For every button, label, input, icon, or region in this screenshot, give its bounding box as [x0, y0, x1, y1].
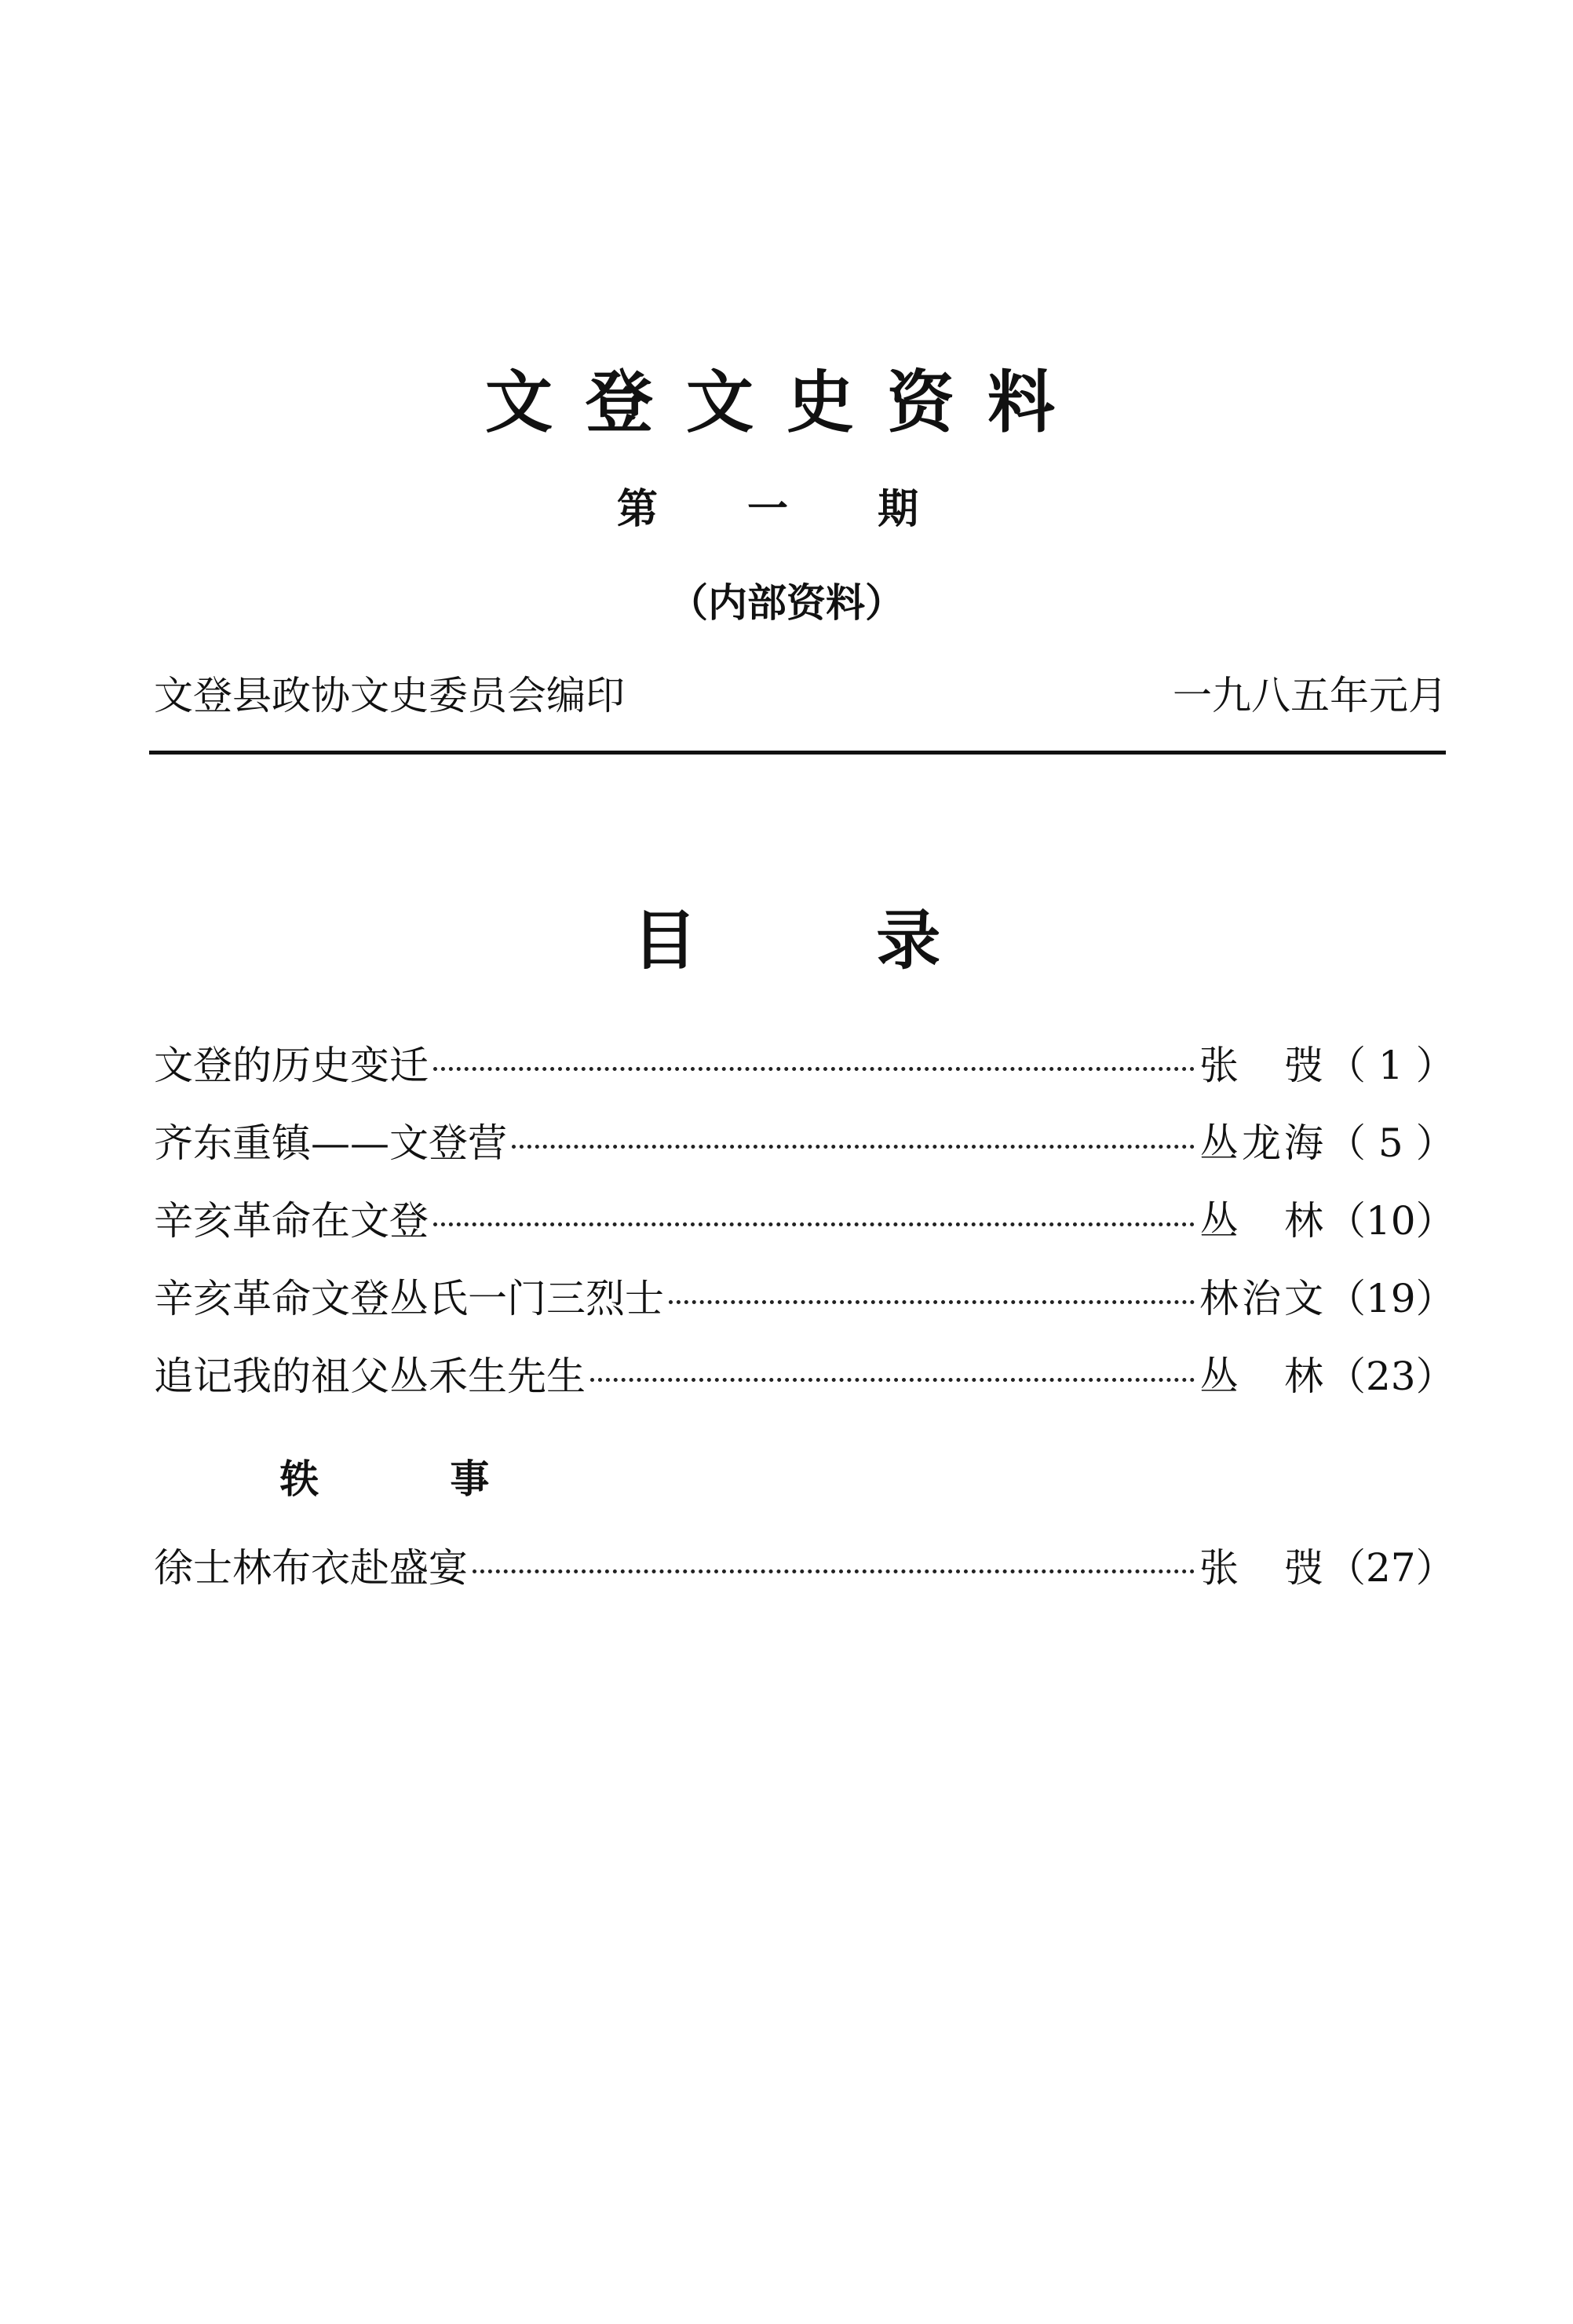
header-divider	[149, 751, 1446, 755]
publisher: 文登县政协文史委员会编印	[154, 673, 625, 718]
toc-entry-page: （27）	[1327, 1545, 1455, 1591]
publication-date: 一九八五年元月	[1173, 673, 1447, 718]
toc-entry-title: 徐士林布衣赴盛宴	[154, 1545, 468, 1591]
toc-heading: 目 录	[632, 904, 941, 978]
toc-entry	[154, 1276, 1455, 1357]
toc-entry-author: 张 弢	[1199, 1545, 1327, 1591]
toc-entry	[154, 1354, 1455, 1434]
toc-entry-author: 张 弢	[1199, 1043, 1327, 1088]
toc-entry-title: 文登的历史变迁	[154, 1043, 429, 1088]
toc-dot-leader	[433, 1222, 1195, 1226]
toc-entry-page: （23）	[1327, 1354, 1455, 1399]
toc-entry-author: 丛 林	[1199, 1354, 1327, 1399]
toc-entry-title: 齐东重镇——文登营	[154, 1120, 507, 1166]
toc-list	[154, 1043, 1455, 1434]
toc-entry	[154, 1545, 1455, 1626]
toc-entry	[154, 1120, 1455, 1201]
toc-dot-leader	[590, 1378, 1195, 1382]
toc-entry-page: （19）	[1327, 1276, 1455, 1321]
toc-entry	[154, 1198, 1455, 1279]
toc-entry-page: （ 1 ）	[1327, 1043, 1455, 1088]
toc-section-heading: 轶 事	[279, 1456, 490, 1502]
toc-dot-leader	[473, 1569, 1195, 1573]
toc-dot-leader	[669, 1300, 1195, 1304]
toc-entry-author: 林治文	[1199, 1276, 1327, 1321]
toc-entry-page: （ 5 ）	[1327, 1120, 1455, 1166]
toc-dot-leader	[433, 1067, 1195, 1071]
toc-entry-author: 丛 林	[1199, 1198, 1327, 1244]
document-title: 文登文史资料	[485, 364, 1088, 442]
toc-entry-title: 追记我的祖父丛禾生先生	[154, 1354, 586, 1399]
toc-entry-page: （10）	[1327, 1198, 1455, 1244]
issue-number: 第 一 期	[616, 486, 957, 533]
toc-dot-leader	[512, 1145, 1195, 1149]
toc-section-list	[154, 1545, 1455, 1626]
toc-entry-author: 丛龙海	[1199, 1120, 1327, 1166]
toc-entry-title: 辛亥革命在文登	[154, 1198, 429, 1244]
internal-note: （内部资料）	[669, 580, 904, 626]
toc-entry-title: 辛亥革命文登丛氏一门三烈士	[154, 1276, 664, 1321]
toc-entry	[154, 1043, 1455, 1124]
